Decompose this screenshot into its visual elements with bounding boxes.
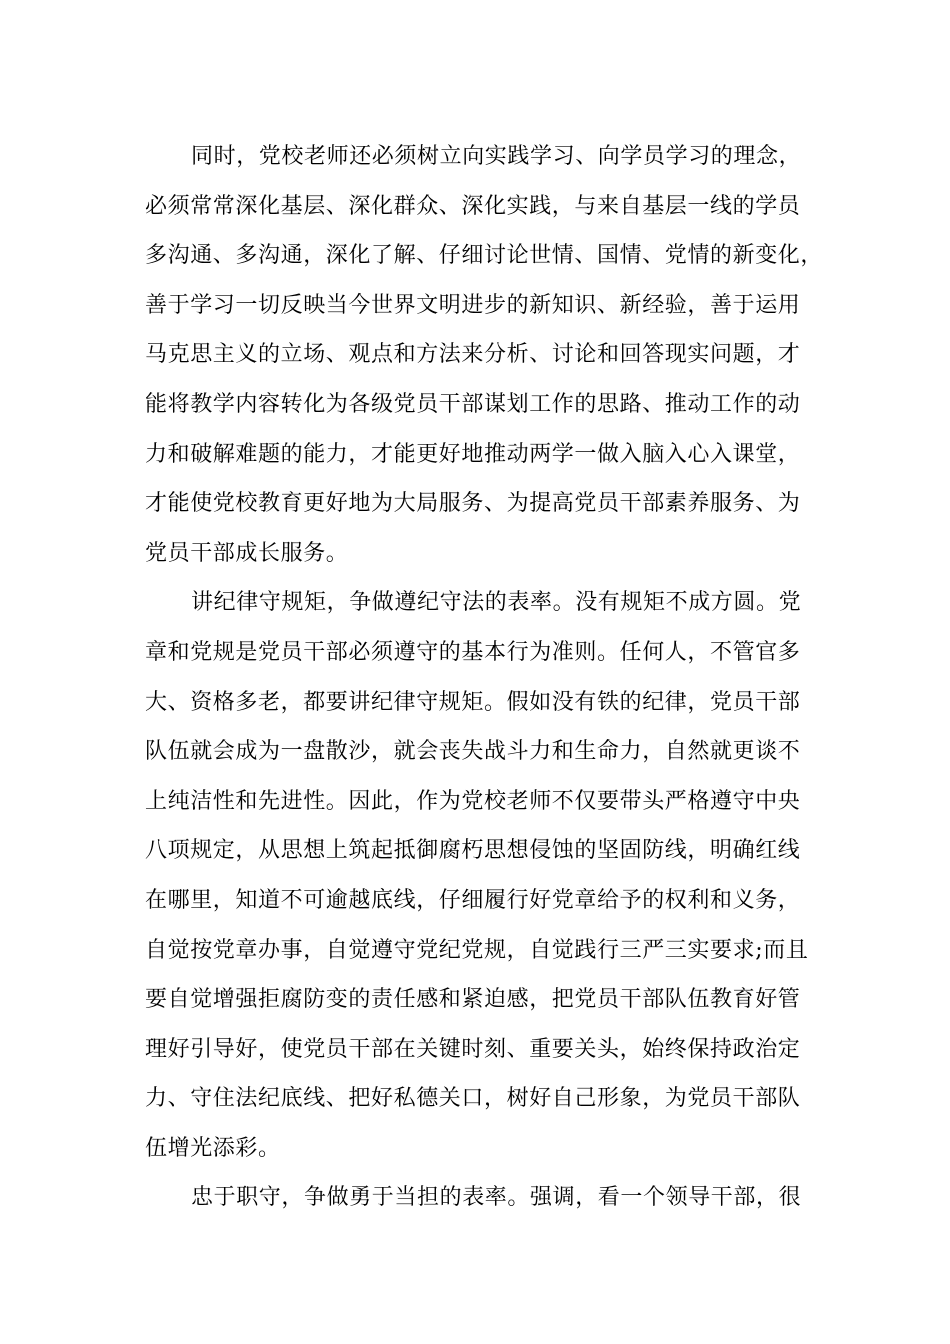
paragraph-2-line-3: 大、资格多老，都要讲纪律守规矩。假如没有铁的纪律，党员干部 [145, 689, 801, 715]
paragraph-2-line-5: 上纯洁性和先进性。因此，作为党校老师不仅要带头严格遵守中央 [145, 788, 801, 814]
paragraph-2-line-9: 要自觉增强拒腐防变的责任感和紧迫感，把党员干部队伍教育好管 [145, 987, 801, 1013]
paragraph-2-line-11: 力、守住法纪底线、把好私德关口，树好自己形象，为党员干部队 [145, 1086, 801, 1112]
paragraph-1-line-5: 马克思主义的立场、观点和方法来分析、讨论和回答现实问题，才 [145, 342, 801, 368]
paragraph-1-line-8: 才能使党校教育更好地为大局服务、为提高党员干部素养服务、为 [145, 491, 801, 517]
paragraph-2-line-7: 在哪里，知道不可逾越底线，仔细履行好党章给予的权利和义务， [145, 887, 801, 913]
paragraph-1-line-4: 善于学习一切反映当今世界文明进步的新知识、新经验，善于运用 [145, 292, 801, 318]
paragraph-1-line-3: 多沟通、多沟通，深化了解、仔细讨论世情、国情、党情的新变化， [145, 243, 824, 269]
paragraph-2-line-4: 队伍就会成为一盘散沙，就会丧失战斗力和生命力，自然就更谈不 [145, 739, 801, 765]
paragraph-2-line-6: 八项规定，从思想上筑起抵御腐朽思想侵蚀的坚固防线，明确红线 [145, 838, 801, 864]
paragraph-2-line-10: 理好引导好，使党员干部在关键时刻、重要关头，始终保持政治定 [145, 1036, 801, 1062]
paragraph-2-line-8: 自觉按党章办事，自觉遵守党纪党规，自觉践行三严三实要求;而且 [145, 937, 809, 963]
paragraph-1-line-1: 同时，党校老师还必须树立向实践学习、向学员学习的理念， [191, 144, 802, 169]
paragraph-2-line-12: 伍增光添彩。 [145, 1135, 281, 1161]
paragraph-2-line-1: 讲纪律守规矩，争做遵纪守法的表率。没有规矩不成方圆。党 [191, 590, 802, 616]
paragraph-1-line-2: 必须常常深化基层、深化群众、深化实践，与来自基层一线的学员 [145, 193, 801, 219]
body-text [145, 132, 824, 1223]
paragraph-1-line-7: 力和破解难题的能力，才能更好地推动两学一做入脑入心入课堂， [145, 441, 801, 467]
paragraph-1-line-6: 能将教学内容转化为各级党员干部谋划工作的思路、推动工作的动 [145, 391, 801, 417]
paragraph-2-line-2: 章和党规是党员干部必须遵守的基本行为准则。任何人，不管官多 [145, 639, 801, 665]
paragraph-3-line-1: 忠于职守，争做勇于当担的表率。强调，看一个领导干部，很 [191, 1185, 802, 1211]
paragraph-1-line-9: 党员干部成长服务。 [145, 540, 349, 566]
